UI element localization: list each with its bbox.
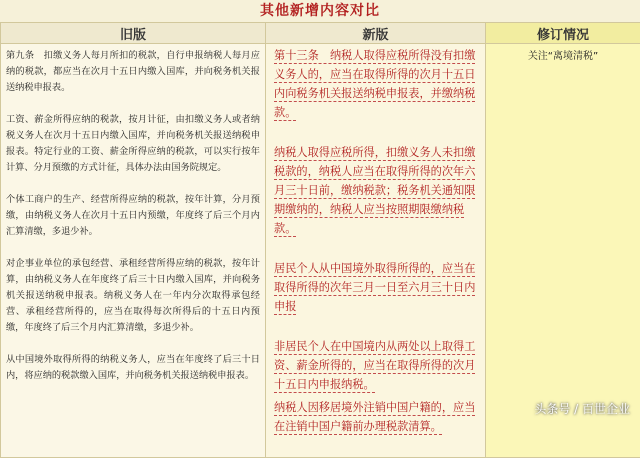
header-old-version: 旧版 xyxy=(1,23,266,44)
old-contract-clause: 对企事业单位的承包经营、承租经营所得应纳的税款，按年计算，由纳税义务人在年度终了后三十日内缴入国库，并向税务机关报送纳税申报表。纳税义务人在一年内分次取得承包经营、承租经营所得的，应当在取得每次所得后的十五日内预缴，年度终了后三个月内汇算清缴，多退少补。 xyxy=(6,256,260,336)
old-article-9: 第九条 扣缴义务人每月所扣的税款，自行申报纳税人每月应纳的税款，都应当在次月十五日内缴入国库，并向税务机关报送纳税申报表。 xyxy=(6,48,260,96)
old-version-cell xyxy=(1,44,266,458)
new-emigration-clause xyxy=(274,398,477,436)
watermark: 头条号 / 百世企业 xyxy=(534,400,630,417)
new-overseas-clause xyxy=(274,259,477,316)
old-wage-clause: 工资、薪金所得应纳的税款，按月计征，由扣缴义务人或者纳税义务人在次月十五日内缴入国库，并向税务机关报送纳税申报表。特定行业的工资、薪金所得应纳的税款，可以实行按年计算、分月预缴的方式计征，具体办法由国务院规定。 xyxy=(6,112,260,176)
old-business-clause: 个体工商户的生产、经营所得应纳的税款，按年计算，分月预缴，由纳税义务人在次月十五日内预缴，年度终了后三个月内汇算清缴，多退少补。 xyxy=(6,192,260,240)
new-unwithheld-clause xyxy=(274,143,477,238)
header-revision: 修订情况 xyxy=(486,23,640,44)
comparison-table xyxy=(0,22,640,458)
header-new-version: 新版 xyxy=(266,23,486,44)
new-article-13 xyxy=(274,46,477,122)
new-overseas-text: 居民个人从中国境外取得所得的，应当在取得所得的次年三月一日至六月三十日内申报 xyxy=(274,262,475,315)
new-emigration-text: 纳税人因移居境外注销中国户籍的，应当在注销中国户籍前办理税款清算。 xyxy=(274,401,475,435)
new-nonresident-text: 非居民个人在中国境内从两处以上取得工资、薪金所得的，应当在取得所得的次月十五日内申报纳税。 xyxy=(274,340,475,393)
new-unwithheld-text: 纳税人取得应税所得，扣缴义务人未扣缴税款的，纳税人应当在取得所得的次年六月三十日前，缴纳税款；税务机关通知限期缴纳的，纳税人应当按照期限缴纳税款。 xyxy=(274,146,475,237)
header-row xyxy=(1,23,640,44)
new-version-cell xyxy=(266,44,486,458)
revision-note: 关注“离境清税” xyxy=(528,51,598,62)
revision-cell xyxy=(486,44,640,458)
old-overseas-clause: 从中国境外取得所得的纳税义务人，应当在年度终了后三十日内，将应纳的税款缴入国库，并向税务机关报送纳税申报表。 xyxy=(6,352,260,384)
new-nonresident-clause xyxy=(274,337,477,394)
new-article-13-text: 第十三条 纳税人取得应税所得没有扣缴义务人的，应当在取得所得的次月十五日内向税务机关报送纳税申报表，并缴纳税款。 xyxy=(274,49,475,121)
content-row xyxy=(1,44,640,458)
page-title: 其他新增内容对比 xyxy=(0,0,640,23)
